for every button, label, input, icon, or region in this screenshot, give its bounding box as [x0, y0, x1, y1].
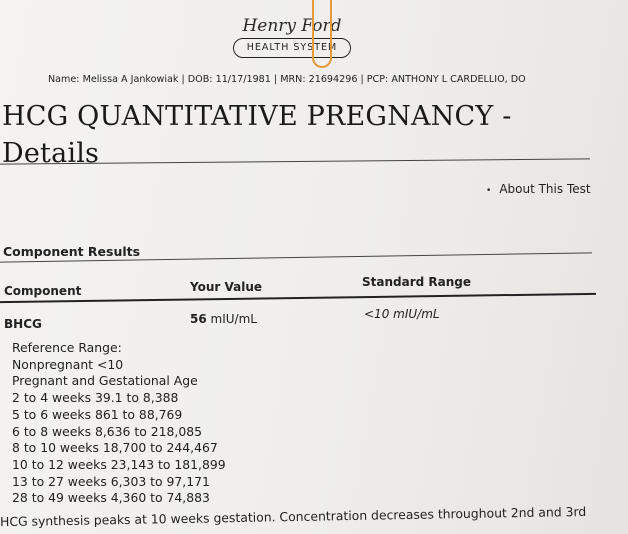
result-unit: mIU/mL [210, 312, 257, 326]
about-link-label: About This Test [499, 182, 591, 196]
bullet-icon: • [486, 186, 492, 196]
header-standard-range: Standard Range [362, 275, 472, 289]
reference-line: 5 to 6 weeks 861 to 88,769 [12, 406, 183, 422]
logo-script-text: Henry Ford [242, 16, 342, 36]
reference-line: 10 to 12 weeks 23,143 to 181,899 [12, 456, 226, 472]
reference-line: Reference Range: [12, 340, 122, 355]
component-name: BHCG [4, 317, 42, 331]
reference-line: 13 to 27 weeks 6,303 to 97,171 [12, 473, 210, 489]
standard-range-value: <10 mIU/mL [364, 307, 440, 321]
reference-line: Pregnant and Gestational Age [12, 373, 198, 389]
reference-line: Nonpregnant <10 [12, 356, 124, 372]
bottom-note: HCG synthesis peaks at 10 weeks gestation. Concentration decreases throughout 2nd and 3rd [0, 503, 587, 530]
paperclip-icon [312, 0, 332, 68]
section-title: Component Results [3, 244, 141, 259]
table-header-divider [0, 293, 596, 303]
title-line-2: Details [2, 138, 100, 169]
reference-line: 2 to 4 weeks 39.1 to 8,388 [12, 390, 179, 406]
title-line-1: HCG QUANTITATIVE PREGNANCY - [2, 101, 512, 132]
reference-line: 6 to 8 weeks 8,636 to 218,085 [12, 423, 202, 439]
reference-line: 28 to 49 weeks 4,360 to 74,883 [12, 490, 210, 506]
header-your-value: Your Value [190, 280, 262, 294]
patient-info: Name: Melissa A Jankowiak | DOB: 11/17/1981 | MRN: 21694296 | PCP: ANTHONY L CARDELLIO, DO [48, 74, 526, 85]
about-this-test-link[interactable] [486, 182, 591, 196]
reference-line: 8 to 10 weeks 18,700 to 244,467 [12, 440, 218, 456]
logo-bar-text: HEALTH SYSTEM [233, 38, 351, 58]
henry-ford-logo [227, 14, 357, 60]
result-number: 56 [190, 312, 207, 326]
reference-range-block [12, 340, 612, 507]
header-component: Component [4, 284, 82, 298]
result-value [190, 312, 257, 326]
